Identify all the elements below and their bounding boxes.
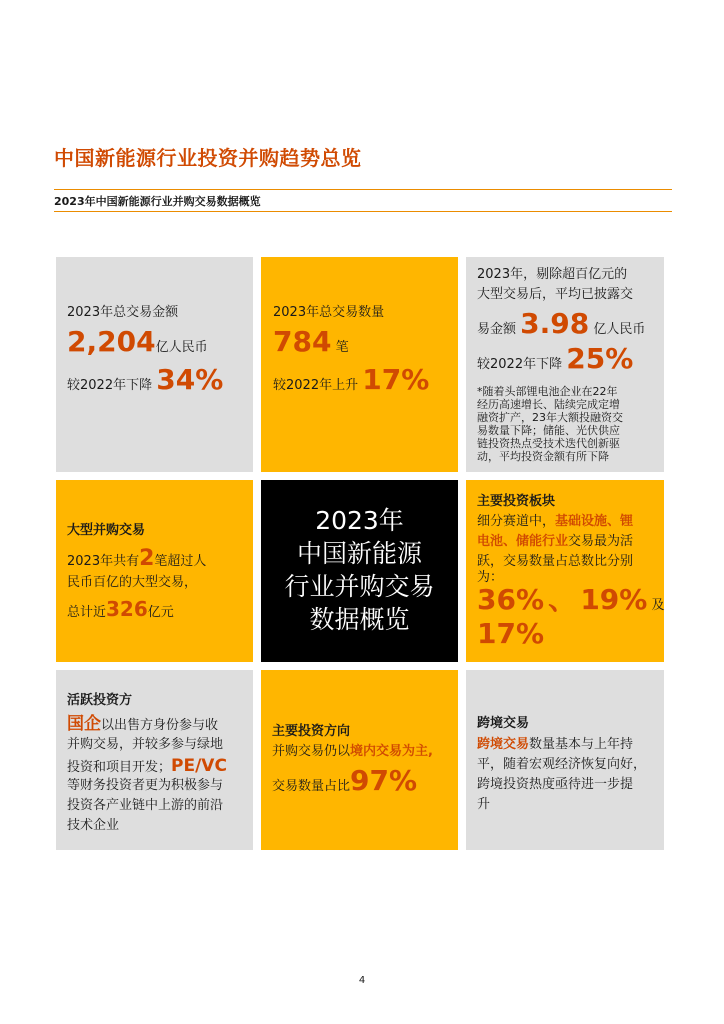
total-count-change-label: 较2022年上升 bbox=[273, 378, 359, 393]
average-value-row bbox=[477, 309, 645, 345]
average-line-3: 易金额 bbox=[477, 322, 517, 337]
sector-share-and: 及 bbox=[651, 598, 665, 613]
direction-l1-highlight: 境内交易为主, bbox=[350, 744, 433, 759]
tile-center-title bbox=[261, 480, 458, 662]
cross-border-l1-suffix: 数量基本与上年持 bbox=[529, 737, 634, 752]
large-deals-l1-suffix: 笔超过人 bbox=[154, 554, 207, 569]
large-deals-total: 326 bbox=[106, 597, 148, 621]
tile-total-value bbox=[56, 257, 253, 472]
active-investors-line-1 bbox=[67, 713, 218, 737]
tile-cross-border bbox=[466, 670, 664, 850]
average-value-unit: 亿人民币 bbox=[593, 322, 646, 337]
tile-total-count bbox=[261, 257, 458, 472]
direction-share: 97% bbox=[350, 764, 418, 797]
total-value-number: 2,204 bbox=[67, 325, 156, 358]
average-change-number: 25% bbox=[566, 342, 634, 375]
cross-border-line-1 bbox=[477, 735, 633, 755]
average-line-2: 大型交易后，平均已披露交 bbox=[477, 287, 634, 302]
total-count-label: 2023年总交易数量 bbox=[273, 305, 385, 320]
footnote-line: 链投资热点受技术迭代创新驱 bbox=[477, 437, 620, 450]
cross-border-heading: 跨境交易 bbox=[477, 716, 530, 731]
center-title-line: 行业并购交易 bbox=[284, 572, 435, 601]
header-rule-top bbox=[54, 189, 672, 190]
total-value-row bbox=[67, 327, 208, 363]
sectors-heading: 主要投资板块 bbox=[477, 494, 556, 509]
direction-l1-prefix: 并购交易仍以 bbox=[272, 744, 351, 759]
large-deals-count: 2 bbox=[139, 546, 155, 571]
footnote-line: 动，平均投资金额有所下降 bbox=[477, 450, 609, 463]
center-title bbox=[261, 504, 458, 636]
large-deals-l3-prefix: 总计近 bbox=[67, 605, 107, 620]
average-line-1: 2023年，剔除超百亿元的 bbox=[477, 267, 628, 282]
page-number: 4 bbox=[358, 975, 366, 986]
large-deals-line-2: 民币百亿的大型交易， bbox=[67, 575, 198, 590]
footnote-line: 融资扩产，23年大额投融资交 bbox=[477, 411, 623, 424]
average-footnote bbox=[477, 385, 623, 463]
tile-direction bbox=[261, 670, 458, 850]
sectors-l1-prefix: 细分赛道中， bbox=[477, 514, 556, 529]
sectors-line-4: 为： bbox=[477, 570, 504, 585]
sector-share-separator: 、 bbox=[548, 583, 577, 616]
tile-large-deals bbox=[56, 480, 253, 662]
center-title-line: 数据概览 bbox=[309, 605, 410, 634]
tile-active-investors bbox=[56, 670, 253, 850]
total-value-change-label: 较2022年下降 bbox=[67, 378, 153, 393]
large-deals-heading: 大型并购交易 bbox=[67, 523, 146, 538]
large-deals-line-3 bbox=[67, 596, 174, 626]
direction-line-2 bbox=[272, 766, 417, 802]
large-deals-line-1 bbox=[67, 546, 206, 575]
average-change bbox=[477, 344, 633, 380]
total-value-unit: 亿人民币 bbox=[155, 340, 208, 355]
cross-border-line-4: 升 bbox=[477, 797, 491, 812]
average-change-label: 较2022年下降 bbox=[477, 357, 563, 372]
direction-heading: 主要投资方向 bbox=[272, 724, 351, 739]
tile-sectors bbox=[466, 480, 664, 662]
active-investors-heading: 活跃投资方 bbox=[67, 693, 133, 708]
center-title-line: 中国新能源 bbox=[296, 539, 422, 568]
total-count-change bbox=[273, 365, 429, 401]
sector-share-3: 17% bbox=[477, 617, 545, 650]
total-count-change-number: 17% bbox=[362, 363, 430, 396]
sector-share-2: 19% bbox=[580, 583, 648, 616]
cross-border-line-3: 跨境投资热度亟待进一步提 bbox=[477, 777, 634, 792]
average-value-number: 3.98 bbox=[520, 307, 590, 340]
tile-average-value bbox=[466, 257, 664, 472]
direction-line-1 bbox=[272, 742, 433, 762]
total-value-label: 2023年总交易金额 bbox=[67, 305, 179, 320]
footnote-line: *随着头部锂电池企业在22年 bbox=[477, 385, 618, 398]
header-rule-bottom bbox=[54, 211, 672, 212]
active-investors-line-5: 投资各产业链中上游的前沿 bbox=[67, 798, 224, 813]
cross-border-highlight: 跨境交易 bbox=[477, 737, 530, 752]
active-investors-line-6: 技术企业 bbox=[67, 818, 120, 833]
direction-l2-prefix: 交易数量占比 bbox=[272, 779, 351, 794]
large-deals-l3-suffix: 亿元 bbox=[147, 605, 174, 620]
total-count-row bbox=[273, 327, 349, 363]
footnote-line: 经历高速增长、陆续完成定增 bbox=[477, 398, 620, 411]
sectors-l2-suffix: 交易最为活 bbox=[568, 534, 634, 549]
page-title: 中国新能源行业投资并购趋势总览 bbox=[54, 146, 362, 170]
sectors-l1-highlight: 基础设施、锂 bbox=[555, 514, 634, 529]
active-investors-l1-suffix: 以出售方身份参与收 bbox=[101, 718, 219, 733]
cross-border-line-2: 平，随着宏观经济恢复向好， bbox=[477, 757, 647, 772]
sectors-l2-highlight: 电池、储能行业 bbox=[477, 534, 569, 549]
active-investors-soe: 国企 bbox=[67, 714, 101, 734]
total-count-unit: 笔 bbox=[335, 340, 349, 355]
active-investors-l3-prefix: 投资和项目开发； bbox=[67, 760, 172, 775]
sectors-line-3: 跃，交易数量占总数比分别 bbox=[477, 554, 634, 569]
section-subtitle: 2023年中国新能源行业并购交易数据概览 bbox=[54, 195, 261, 208]
sectors-values-row-2 bbox=[477, 618, 544, 656]
total-value-change bbox=[67, 365, 223, 401]
sectors-line-1 bbox=[477, 512, 633, 532]
active-investors-line-4: 等财务投资者更为积极参与 bbox=[67, 778, 224, 793]
total-count-number: 784 bbox=[273, 325, 332, 358]
center-title-line: 2023年 bbox=[315, 506, 404, 535]
total-value-change-number: 34% bbox=[156, 363, 224, 396]
large-deals-l1-prefix: 2023年共有 bbox=[67, 554, 140, 569]
footnote-line: 易数量下降；储能、光伏供应 bbox=[477, 424, 620, 437]
sector-share-1: 36% bbox=[477, 583, 545, 616]
active-investors-line-2: 并购交易，并较多参与绿地 bbox=[67, 737, 224, 752]
active-investors-pevc: PE/VC bbox=[171, 756, 227, 776]
sectors-line-2 bbox=[477, 532, 633, 552]
